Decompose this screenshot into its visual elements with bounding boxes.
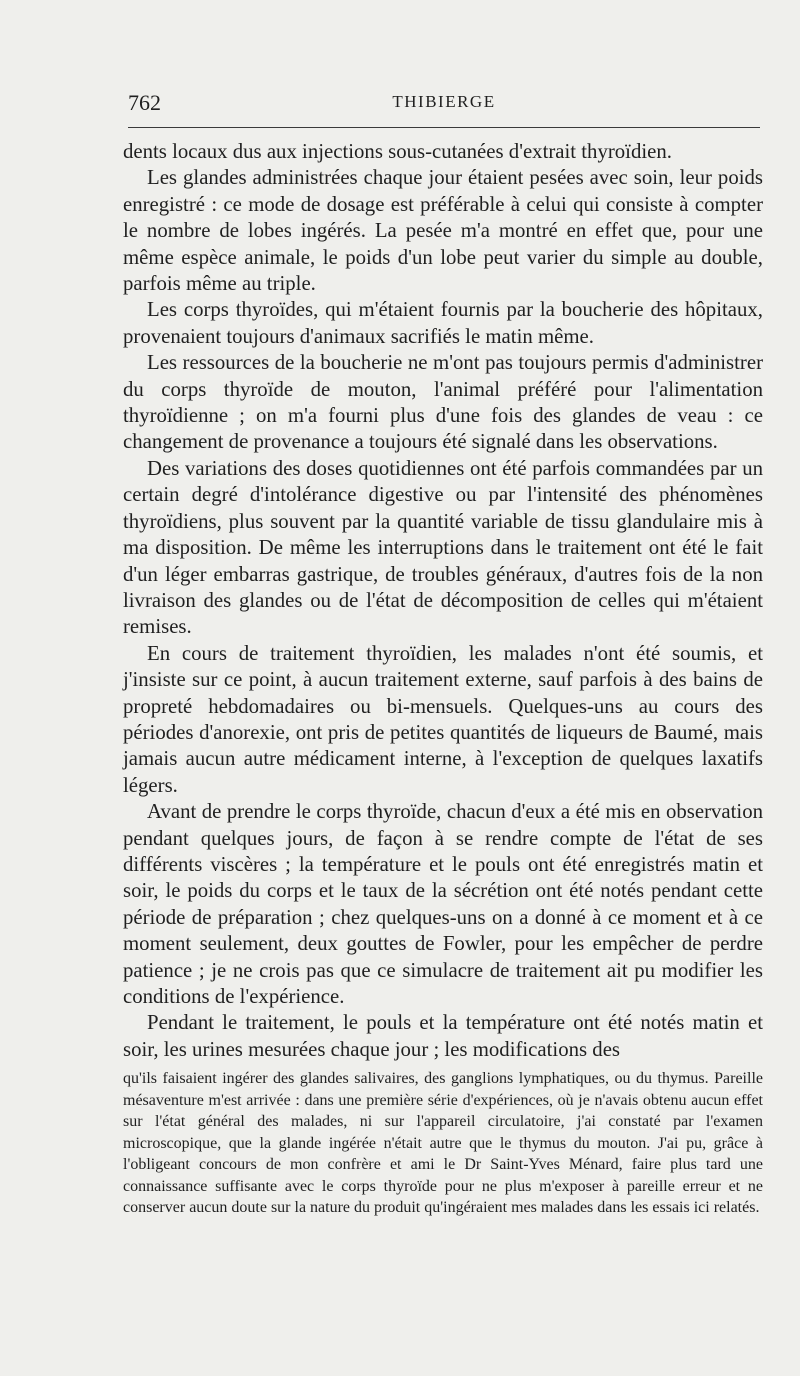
body-text [123,139,763,1063]
paragraph: Avant de prendre le corps thyroïde, chacun d'eux a été mis en observation pendant quelques jours, de façon à se rendre compte de l'état de ses différents viscères ; la température et le pouls ont été enregistrés matin et soir, le poids du corps et le taux de la sécrétion ont été notés pendant cette période de préparation ; chez quelques-uns on a donné à ce moment et à ce moment seulement, deux gouttes de Fowler, pour les empêcher de perdre patience ; je ne crois pas que ce simulacre de traitement ait pu modifier les conditions de l'expérience. [123,800,763,1008]
paragraph: En cours de traitement thyroïdien, les malades n'ont été soumis, et j'insiste sur ce point, à aucun traitement externe, sauf parfois à des bains de propreté hebdomadaires ou bi-mensuels. Quelques-uns au cours des périodes d'anorexie, ont pris de petites quantités de liqueurs de Baumé, mais jamais aucun autre médicament interne, à l'exception de quelques laxatifs légers. [123,641,763,797]
header-rule [128,127,760,128]
paragraph: Pendant le traitement, le pouls et la température ont été notés matin et soir, les urines mesurées chaque jour ; les modifications des [123,1011,763,1061]
footnote [123,1068,763,1219]
footnote-text: qu'ils faisaient ingérer des glandes salivaires, des ganglions lymphatiques, ou du thymus. Pareille mésaventure m'est arrivée : dans une première série d'expériences, où je n'avais obtenu aucun effet sur l'état général des malades, ni sur l'appareil circulatoire, j'ai constaté par l'examen microscopique, que la glande ingérée n'était autre que le thymus du mouton. J'ai pu, grâce à l'obligeant concours de mon confrère et ami le Dr Saint-Yves Ménard, faire plus tard une connaissance suffisante avec le corps thyroïde pour ne plus m'exposer à pareille erreur et ne conserver aucun doute sur la nature du produit qu'ingéraient mes malades dans les essais ici relatés. [123,1070,763,1216]
page-number: 762 [128,90,161,115]
page-header [128,88,760,116]
running-title: THIBIERGE [392,92,496,111]
paragraph: Des variations des doses quotidiennes ont été parfois commandées par un certain degré d'intolérance digestive ou par l'intensité des phénomènes thyroïdiens, plus souvent par la quantité variable de tissu glandulaire mis à ma disposition. De même les interruptions dans le traitement ont été le fait d'un léger embarras gastrique, de troubles généraux, d'autres fois de la non livraison des glandes ou de l'état de décomposition de celles qui m'étaient remises. [123,456,763,639]
paragraph: Les ressources de la boucherie ne m'ont pas toujours permis d'administrer du corps thyroïde de mouton, l'animal préféré pour l'alimentation thyroïdienne ; on m'a fourni plus d'une fois des glandes de veau : ce changement de provenance a toujours été signalé dans les observations. [123,351,763,454]
paragraph: Les glandes administrées chaque jour étaient pesées avec soin, leur poids enregistré : ce mode de dosage est préférable à celui qui consiste à compter le nombre de lobes ingérés. La pesée m'a montré en effet que, pour une même espèce animale, le poids d'un lobe peut varier du simple au double, parfois même au triple. [123,166,763,296]
paragraph: Les corps thyroïdes, qui m'étaient fournis par la boucherie des hôpitaux, provenaient toujours d'animaux sacrifiés le matin même. [123,298,763,348]
paragraph: dents locaux dus aux injections sous-cutanées d'extrait thyroïdien. [123,140,672,163]
